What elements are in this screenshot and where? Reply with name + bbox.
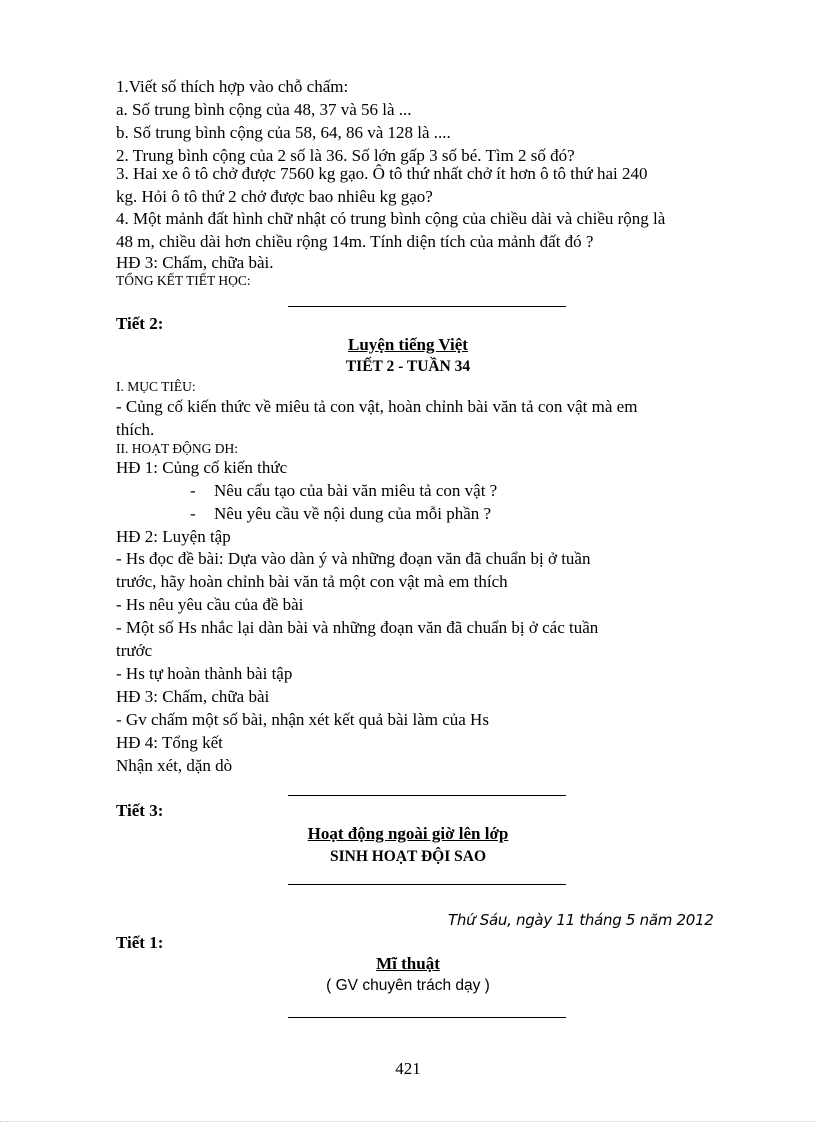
tiet1-subject: Mĩ thuật: [376, 954, 440, 973]
tiet2-subtitle: TIẾT 2 - TUẦN 34: [345, 358, 471, 375]
tiet2-subject: Luyện tiếng Việt: [348, 335, 468, 354]
page-number: 421: [395, 1059, 421, 1078]
exercise-1b: b. Số trung bình cộng của 58, 64, 86 và 128 là ....: [116, 123, 451, 142]
body-line: trước, hãy hoàn chỉnh bài văn tả một con vật mà em thích: [116, 572, 508, 591]
tiet1-label: Tiết 1:: [116, 933, 164, 952]
bullet-item-1: Nêu cấu tạo của bài văn miêu tả con vật ?: [214, 481, 498, 500]
muc-tieu-heading: I. MỤC TIÊU:: [116, 379, 196, 394]
bullet-item-2: Nêu yêu cầu về nội dung của mỗi phần ?: [214, 504, 492, 523]
section-divider: [288, 884, 566, 885]
body-line: - Hs nêu yêu cầu của đề bài: [116, 595, 304, 614]
bullet-dash: -: [190, 481, 196, 500]
muc-tieu-line-2: thích.: [116, 420, 155, 439]
section-divider: [288, 1017, 566, 1018]
hd4-line: HĐ 4: Tổng kết: [116, 733, 223, 752]
hd3-line: HĐ 3: Chấm, chữa bài: [116, 687, 270, 706]
section-divider: [288, 306, 566, 307]
tiet3-subtitle: SINH HOẠT ĐỘI SAO: [329, 848, 487, 865]
exercise-1a: a. Số trung bình cộng của 48, 37 và 56 là ...: [116, 100, 412, 119]
exercise-3-line-2: kg. Hỏi ô tô thứ 2 chở được bao nhiêu kg gạo?: [116, 187, 433, 206]
muc-tieu-line-1: - Củng cố kiến thức về miêu tả con vật, hoàn chỉnh bài văn tả con vật mà em: [116, 397, 638, 416]
tiet3-label: Tiết 3:: [116, 801, 164, 820]
date-line: Thứ Sáu, ngày 11 tháng 5 năm 2012: [448, 911, 714, 929]
tiet2-label: Tiết 2:: [116, 314, 164, 333]
section-divider: [288, 795, 566, 796]
summary-heading: TỔNG KẾT TIẾT HỌC:: [116, 273, 251, 288]
exercise-3-line-1: 3. Hai xe ô tô chở được 7560 kg gạo. Ô tô thứ nhất chở ít hơn ô tô thứ hai 240: [116, 164, 648, 183]
hoat-dong-heading: II. HOẠT ĐỘNG DH:: [116, 441, 238, 456]
hd2-line: HĐ 2: Luyện tập: [116, 527, 231, 546]
page-bottom-border: [0, 1121, 816, 1122]
body-line: - Hs đọc đề bài: Dựa vào dàn ý và những đoạn văn đã chuẩn bị ở tuần: [116, 549, 591, 568]
tiet1-note: ( GV chuyên trách dạy ): [326, 977, 490, 994]
body-line: - Một số Hs nhắc lại dàn bài và những đoạn văn đã chuẩn bị ở các tuần: [116, 618, 599, 637]
exercise-4-line-2: 48 m, chiều dài hơn chiều rộng 14m. Tính diện tích của mảnh đất đó ?: [116, 232, 594, 251]
body-line: - Hs tự hoàn thành bài tập: [116, 664, 293, 683]
tiet3-subject: Hoạt động ngoài giờ lên lớp: [307, 824, 509, 843]
body-line: - Gv chấm một số bài, nhận xét kết quả bài làm của Hs: [116, 710, 489, 729]
exercise-4-line-1: 4. Một mảnh đất hình chữ nhật có trung bình cộng của chiều dài và chiều rộng là: [116, 209, 666, 228]
exercise-1-heading: 1.Viết số thích hợp vào chỗ chấm:: [116, 77, 349, 96]
exercise-2: 2. Trung bình cộng của 2 số là 36. Số lớn gấp 3 số bé. Tìm 2 số đó?: [116, 146, 575, 165]
body-line: trước: [116, 641, 153, 660]
hd3-line: HĐ 3: Chấm, chữa bài.: [116, 253, 274, 272]
body-line: Nhận xét, dặn dò: [116, 756, 233, 775]
hd1-line: HĐ 1: Củng cố kiến thức: [116, 458, 288, 477]
bullet-dash: -: [190, 504, 196, 523]
